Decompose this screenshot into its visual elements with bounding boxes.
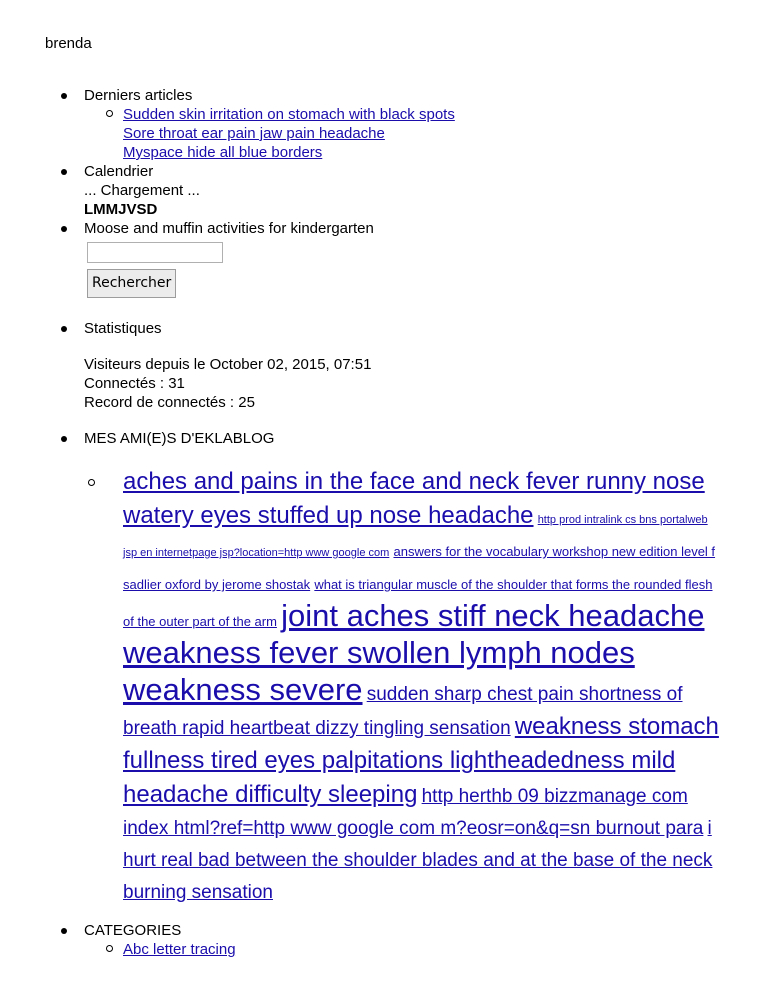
tag-link[interactable]: http prod intralink cs bns portalweb jsp en internetpage jsp?location=http www google com [123, 514, 708, 559]
categories-list [84, 940, 768, 959]
connected-count: Connectés : 31 [84, 375, 185, 392]
tag-link[interactable]: answers for the vocabulary workshop new edition level f sadlier oxford by jerome shostak [123, 544, 716, 592]
recent-article-link[interactable]: Sore throat ear pain jaw pain headache [123, 125, 385, 142]
widget-categories [84, 921, 768, 959]
tag-link[interactable]: sudden sharp chest pain shortness of breath rapid heartbeat dizzy tingling sensation [123, 684, 683, 739]
search-heading: Moose and muffin activities for kindergarten [84, 220, 374, 237]
statistics-heading: Statistiques [84, 320, 162, 337]
list-item [123, 466, 723, 909]
widget-statistics [84, 319, 768, 412]
category-link[interactable]: Abc letter tracing [123, 941, 236, 958]
list-item [123, 105, 768, 162]
statistics-body [84, 355, 768, 412]
calendar-weekdays: LMMJVSD [84, 201, 158, 218]
tag-link[interactable]: i hurt real bad between the shoulder blades and at the base of the neck burning sensation [123, 818, 713, 903]
tag-link[interactable]: what is triangular muscle of the shoulder that forms the rounded flesh of the outer part of the arm [123, 577, 713, 629]
friends-heading: MES AMI(E)S D'EKLABLOG [84, 430, 275, 447]
tag-link[interactable]: http herthb 09 bizzmanage com index html?ref=http www google com m?eosr=on&q=sn burnout para [123, 786, 704, 839]
recent-article-link[interactable]: Myspace hide all blue borders [123, 144, 323, 161]
calendar-heading: Calendrier [84, 163, 154, 180]
recent-articles-list [84, 105, 768, 162]
search-button[interactable]: Rechercher [87, 269, 176, 298]
widget-search [84, 219, 768, 298]
tag-link[interactable]: joint aches stiff neck headache weakness fever swollen lymph nodes weakness severe [123, 598, 705, 707]
widget-recent-articles [84, 86, 768, 162]
recent-articles-heading: Derniers articles [84, 87, 193, 104]
site-title: brenda [45, 35, 92, 52]
visitors-since: Visiteurs depuis le October 02, 2015, 07:51 [84, 356, 372, 373]
search-input[interactable] [87, 242, 223, 263]
recent-article-link[interactable]: Sudden skin irritation on stomach with black spots [123, 106, 455, 123]
sidebar-widgets [0, 86, 768, 959]
list-item [123, 940, 768, 959]
tag-cloud [84, 466, 723, 909]
connected-record: Record de connectés : 25 [84, 394, 255, 411]
tag-link[interactable]: aches and pains in the face and neck fever runny nose watery eyes stuffed up nose headache [123, 468, 705, 529]
categories-heading: CATEGORIES [84, 922, 182, 939]
tag-link[interactable]: weakness stomach fullness tired eyes palpitations lightheadedness mild headache difficulty sleeping [123, 713, 719, 808]
search-form [87, 242, 768, 298]
widget-friends [84, 429, 768, 909]
calendar-loading: ... Chargement ... [84, 182, 200, 199]
widget-calendar [84, 162, 768, 219]
